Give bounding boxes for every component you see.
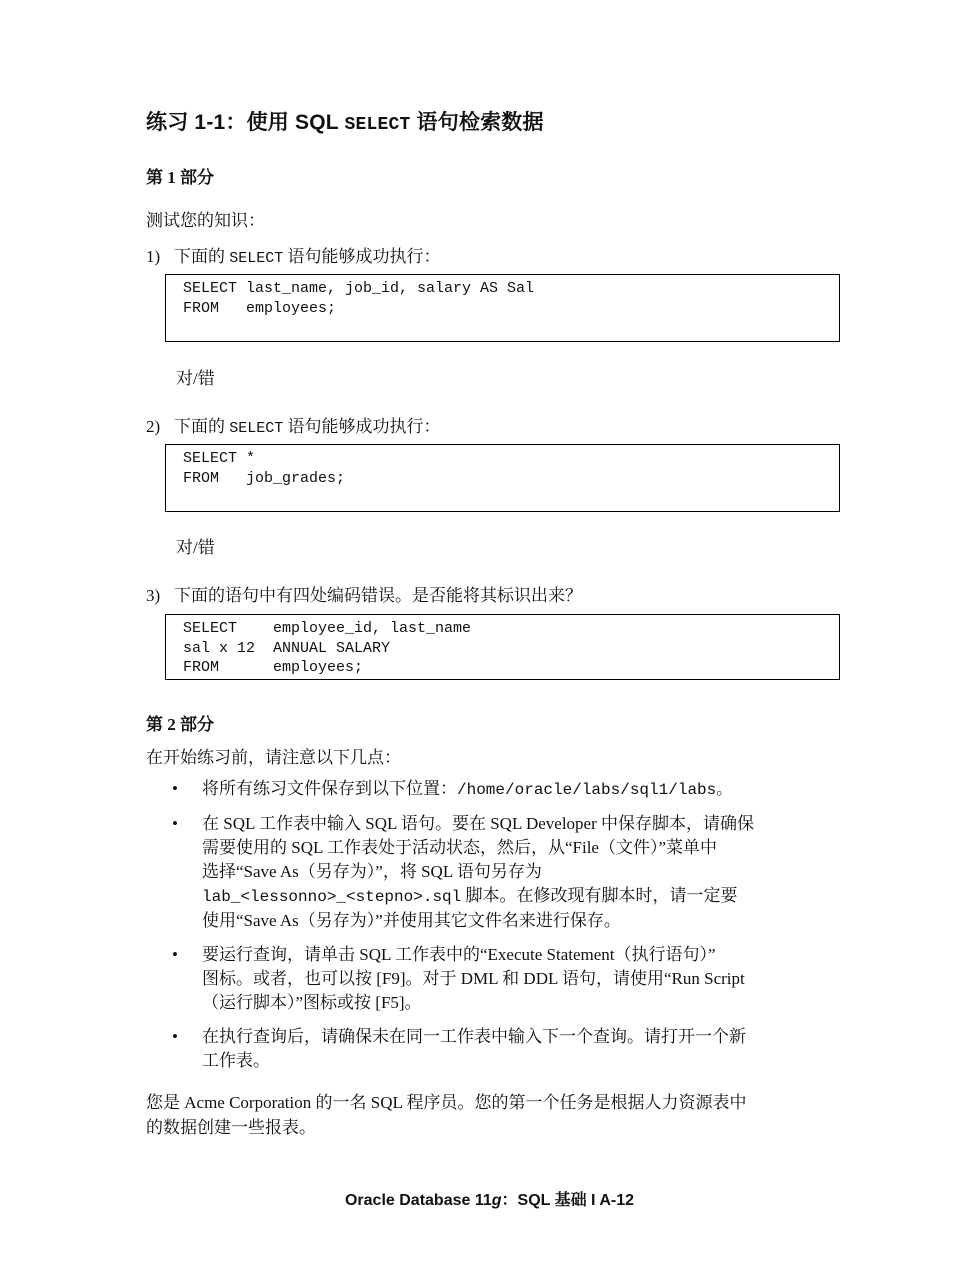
note-line: 在执行查询后，请确保未在同一工作表中输入下一个查询。请打开一个新 [202,1027,746,1046]
code-text: SELECT * FROM job_grades; [183,450,346,487]
note-item [170,943,850,1015]
note-line: 工作表。 [202,1051,270,1070]
note-line: 在 SQL 工作表中输入 SQL 语句。要在 SQL Developer 中保存脚本，请确保 [202,814,755,833]
note-text: 脚本。在修改现有脚本时，请一定要 [461,886,738,905]
closing-line: 您是 Acme Corporation 的一名 SQL 程序员。您的第一个任务是根据人力资源表中 [146,1093,747,1112]
note-line: 使用“Save As（另存为）”并使用其它文件名来进行保存。 [202,911,621,930]
question-3 [146,581,582,606]
part2-heading: 第 2 部分 [146,715,214,734]
bullet-icon: • [172,814,178,833]
question-text: 下面的 [174,247,230,266]
question-number: 1) [146,247,161,266]
bullet-icon: • [172,945,178,964]
question-1 [146,242,441,267]
question-number: 2) [146,417,161,436]
note-line [202,884,850,909]
code-block-1 [165,274,840,342]
answer-true-false-1: 对/错 [176,369,215,388]
question-2 [146,412,441,437]
part2-intro: 在开始练习前，请注意以下几点： [146,748,401,767]
bullet-icon: • [172,1027,178,1046]
note-line: （运行脚本）”图标或按 [F5]。 [202,993,422,1012]
question-text: 下面的 [174,417,230,436]
title-keyword: SELECT [344,115,411,135]
code-text: SELECT last_name, job_id, salary AS Sal FROM employees; [183,280,535,317]
question-keyword: SELECT [229,420,284,437]
note-line [202,777,850,802]
note-line: 要运行查询，请单击 SQL 工作表中的“Execute Statement（执行语句）” [202,945,716,964]
question-text: 语句能够成功执行： [283,417,441,436]
note-item [170,777,850,802]
part1-intro: 测试您的知识： [146,211,265,230]
title-suffix: 语句检索数据 [410,111,544,134]
note-item [170,812,850,933]
code-block-3 [165,614,840,680]
note-line: 需要使用的 SQL 工作表处于活动状态，然后，从“File（文件）”菜单中 [202,838,718,857]
bullet-icon: • [172,779,178,798]
question-text: 语句能够成功执行： [283,247,441,266]
question-number: 3) [146,586,161,605]
footer-text: ：SQL 基础 I A-12 [501,1192,635,1209]
code-text: SELECT employee_id, last_name sal x 12 ANNUAL SALARY FROM employees; [183,620,472,676]
footer-text: Oracle Database 11 [344,1192,492,1209]
labs-path: /home/oracle/labs/sql1/labs。 [457,781,733,799]
code-block-2 [165,444,840,512]
answer-true-false-2: 对/错 [176,538,215,557]
exercise-title [146,106,544,136]
question-keyword: SELECT [229,250,284,267]
note-item [170,1025,850,1073]
closing-paragraph [146,1090,746,1140]
page-footer [0,1187,979,1210]
part1-heading: 第 1 部分 [146,168,214,187]
footer-version-suffix: g [491,1192,502,1209]
script-filename: lab_<lessonno>_<stepno>.sql [202,888,462,906]
question-text: 下面的语句中有四处编码错误。是否能将其标识出来？ [174,586,582,605]
closing-line: 的数据创建一些报表。 [146,1118,316,1137]
note-line: 选择“Save As（另存为）”，将 SQL 语句另存为 [202,862,542,881]
notes-list [170,777,850,1083]
note-line: 图标。或者，也可以按 [F9]。对于 DML 和 DDL 语句，请使用“Run Script [202,969,745,988]
note-text: 将所有练习文件保存到以下位置： [202,779,457,798]
title-prefix: 练习 1-1：使用 SQL [146,111,345,134]
